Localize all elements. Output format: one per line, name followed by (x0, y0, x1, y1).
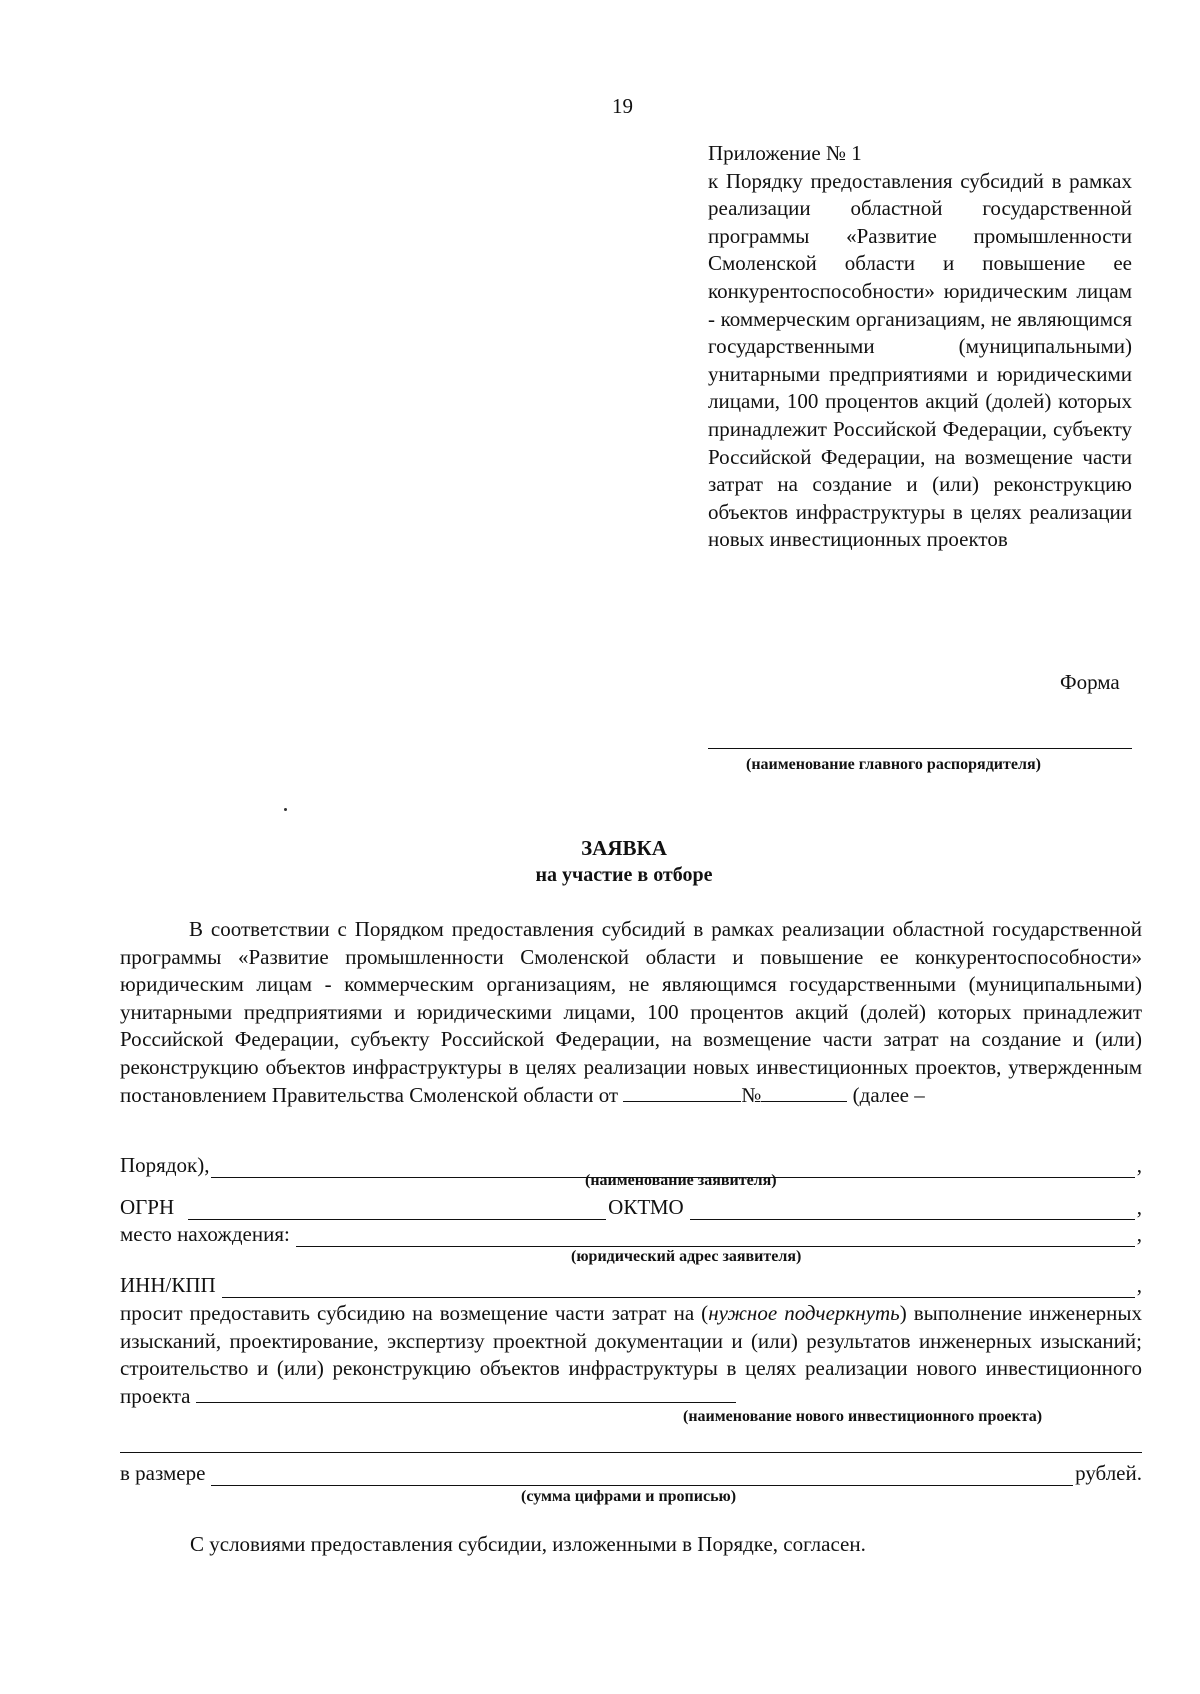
number-sign: № (741, 1082, 762, 1107)
intro-paragraph (120, 916, 1142, 1109)
document-title: ЗАЯВКА (581, 836, 667, 860)
oktmo-label: ОКТМО (608, 1195, 684, 1219)
amount-line (120, 1458, 1142, 1486)
amount-prefix: в размере (120, 1461, 206, 1485)
request-text-part2: ) выполнение инженерных изысканий, проектирование, экспертизу проектной документации и (или) результатов инженерных изысканий; строительство и (или) реконструкцию объектов инфраструктуры в целях реализации нового инвестиционного проекта (120, 1301, 1142, 1408)
inn-kpp-field[interactable] (222, 1277, 1135, 1298)
page-number: 19 (612, 94, 633, 118)
main-manager-line (708, 748, 1132, 749)
request-text-part1: просит предоставить субсидию на возмещение части затрат на ( (120, 1301, 709, 1325)
location-label: место нахождения: (120, 1222, 290, 1246)
inn-kpp-line: ИНН/КПП , (120, 1273, 1142, 1297)
inn-kpp-label: ИНН/КПП (120, 1273, 216, 1297)
project-name-field[interactable] (196, 1384, 736, 1403)
legal-address-caption: (юридический адрес заявителя) (571, 1248, 802, 1265)
appendix-block (708, 140, 1132, 554)
agreement-text: С условиями предоставления субсидии, изложенными в Порядке, согласен. (190, 1532, 866, 1556)
project-name-line-2[interactable] (120, 1452, 1142, 1453)
applicant-name-caption: (наименование заявителя) (585, 1172, 777, 1189)
oktmo-field[interactable] (690, 1199, 1135, 1220)
ogrn-field[interactable] (188, 1199, 606, 1220)
location-line: место нахождения: , (120, 1222, 1142, 1246)
further-text: (далее – (852, 1082, 925, 1107)
location-field[interactable] (296, 1226, 1135, 1247)
number-field[interactable] (761, 1083, 847, 1102)
main-manager-caption: (наименование главного распорядителя) (746, 756, 1041, 773)
request-italic-note: нужное подчеркнуть (708, 1301, 900, 1325)
poryadok-label: Порядок), (120, 1153, 210, 1177)
stray-dot (284, 808, 287, 811)
form-label: Форма (1060, 670, 1120, 694)
applicant-line: Порядок), , (120, 1153, 1142, 1177)
ogrn-line: ОГРН ОКТМО , (120, 1195, 1142, 1219)
ogrn-label: ОГРН (120, 1195, 175, 1219)
appendix-title: Приложение № 1 (708, 141, 862, 165)
document-subtitle: на участие в отборе (535, 864, 713, 886)
intro-text: В соответствии с Порядком предоставления субсидий в рамках реализации областной государственной программы «Развитие промышленности Смоленской области и повышение ее конкурентоспособности» юридическим лицам - коммерческим организациям, не являющимся государственными (муниципальными) унитарными предприятиями и юридическими лицами, 100 процентов акций (долей) которых принадлежит Российской Федерации, субъекту Российской Федерации, на возмещение части затрат на создание и (или) реконструкцию объектов инфраструктуры в целях реализации новых инвестиционных проектов, утвержденным постановлением Правительства Смоленской области от (120, 917, 1142, 1107)
appendix-text: к Порядку предоставления субсидий в рамках реализации областной государственной программы «Развитие промышленности Смоленской области и повышение ее конкурентоспособности» юридическим лицам - коммерческим организациям, не являющимся государственными (муниципальными) унитарными предприятиями и юридическими лицами, 100 процентов акций (долей) которых принадлежит Российской Федерации, субъекту Российской Федерации, на возмещение части затрат на создание и (или) реконструкцию объектов инфраструктуры в целях реализации новых инвестиционных проектов (708, 168, 1132, 552)
date-field[interactable] (623, 1083, 741, 1102)
amount-caption: (сумма цифрами и прописью) (521, 1488, 737, 1505)
amount-suffix: рублей. (1075, 1461, 1142, 1485)
amount-field[interactable] (211, 1465, 1073, 1486)
project-name-caption: (наименование нового инвестиционного проекта) (683, 1408, 1043, 1425)
request-paragraph (120, 1300, 1142, 1410)
